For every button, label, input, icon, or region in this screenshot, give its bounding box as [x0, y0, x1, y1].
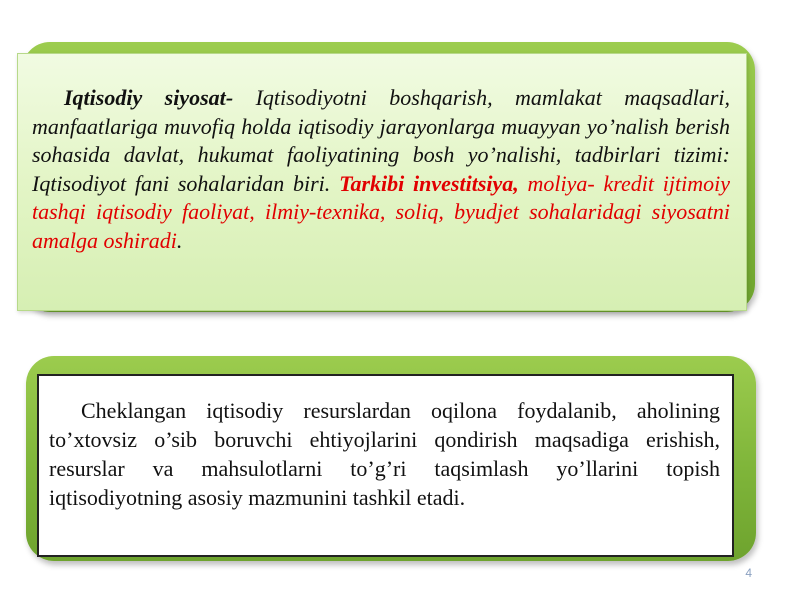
highlight-text: moliya- kredit ijtimoiy tashqi iqtisodiy faoliyat, ilmiy-texnika, soliq, byudjet sohalaridagi siyosatni amalga oshiradi	[32, 170, 731, 253]
highlight-bold-text: Tarkibi investitsiya,	[339, 170, 519, 196]
economy-essence-paragraph: Cheklangan iqtisodiy resurslardan oqilona foydalanib, aholining to’xtovsiz o’sib boruvchi ehtiyojlarini qondirish maqsadiga erishish, resurslar va mahsulotlarni to’g’ri taqsimlash yo’llarini topish iqtisodiyotning asosiy mazmunini tashkil etadi.	[49, 398, 720, 510]
term-label: Iqtisodiy siyosat	[64, 85, 226, 110]
definition-end-period: .	[176, 227, 183, 253]
definition-box	[17, 53, 747, 311]
economy-essence-box	[37, 374, 734, 557]
page-number: 4	[745, 566, 752, 580]
definition-text: Iqtisodiyotni boshqarish, mamlakat maqsadlari, manfaatlariga muvofiq holda iqtisodiy jarayonlarga muayyan yo’nalish berish sohasida davlat, hukumat faoliyatining bosh yo’nalishi, tadbirlari tizimi: Iqtisodiyot fani sohalaridan biri.	[32, 85, 731, 196]
definition-paragraph	[32, 84, 730, 255]
term-dash: -	[225, 85, 234, 110]
